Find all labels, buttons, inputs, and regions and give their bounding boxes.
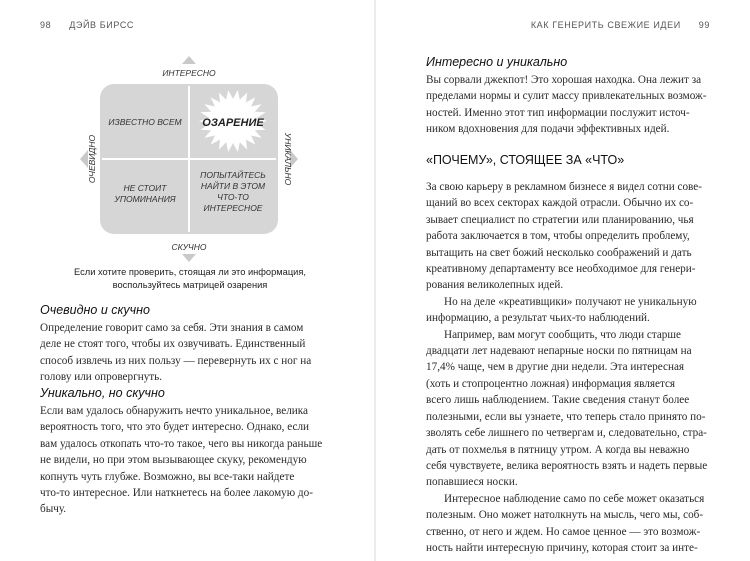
section-interesting-unique [426, 55, 716, 138]
section-why-behind-what [426, 153, 716, 556]
text-line: вероятность того, что это будет интересно. Однако, если [40, 421, 310, 434]
axis-label-bottom: СКУЧНО [171, 242, 207, 252]
text-line: всего лишь наблюдением. Такие сведения станут более [426, 394, 690, 407]
text-line: полезным. Оно может натолкнуть на мысль, чего мы, соб- [426, 509, 704, 522]
axis-label-top: ИНТЕРЕСНО [162, 68, 216, 78]
text-line: рования великолепных идей. [426, 279, 564, 292]
section-body [426, 72, 716, 138]
text-line: пределами нормы и сулит массу привлекательных возмож- [426, 90, 707, 103]
paragraph-3 [426, 327, 716, 491]
text-line: себя чувствуете, велика вероятность взять и надеть первые [426, 459, 708, 472]
text-line: ственно, от него и ждем. Но самое ценное — это возмож- [426, 525, 701, 538]
caption-line: Если хотите проверить, стоящая ли это информация, [74, 267, 306, 277]
text-line: щаний во всех секторах каждой отрасли. Обычно их со- [426, 197, 694, 210]
text-line: ность найти интересную причину, которая стоит за инте- [426, 541, 698, 554]
axis-label-right: УНИКАЛЬНО [283, 132, 293, 186]
left-page-number: 98 [40, 20, 52, 30]
text-line: полезными, если вы узнаете, что теперь стало принято по- [426, 410, 706, 423]
paragraph-2 [426, 294, 716, 327]
section-heading: Интересно и уникально [426, 55, 568, 69]
text-line: (хоть и стопроцентно ложная) информация является [426, 377, 676, 390]
cell-bottom-left-line2: УПОМИНАНИЯ [114, 194, 176, 204]
right-page [376, 0, 750, 561]
paragraph-1 [426, 179, 716, 294]
right-page-number: 99 [698, 20, 710, 30]
text-line: бычу. [40, 503, 67, 516]
section-heading: Очевидно и скучно [40, 303, 150, 317]
cell-bottom-right-line3: ЧТО-ТО [217, 192, 249, 202]
section-unique-boring [40, 386, 340, 518]
axis-label-left: ОЧЕВИДНО [87, 134, 97, 184]
text-line: ником вдохновения для подачи эффективных идей. [426, 123, 670, 136]
section-body [40, 320, 340, 386]
text-line: двадцати лет надевают непарные носки по пятницам на [426, 345, 692, 358]
section-body [40, 403, 340, 518]
section-heading: «ПОЧЕМУ», СТОЯЩЕЕ ЗА «ЧТО» [426, 153, 625, 167]
text-line: зывает специалист по стратегии или планированию, чья [426, 213, 694, 226]
right-header-title: КАК ГЕНЕРИТЬ СВЕЖИЕ ИДЕИ [530, 20, 681, 30]
text-line: информацию, а результат чьих-то наблюдений. [426, 312, 650, 325]
text-line: Например, вам могут сообщить, что люди старше [444, 328, 681, 341]
text-line: копнуть чуть глубже. Возможно, вы все-таки найдете [40, 470, 295, 483]
text-line: не видели, но при этом вызывающее скуку, рекомендую [40, 454, 307, 467]
text-line: Вы сорвали джекпот! Это хорошая находка. Она лежит за [426, 74, 702, 86]
left-page [0, 0, 374, 561]
paragraph-4 [426, 491, 716, 557]
text-line: дать от похмелья в пятницу утром. А когда вы неважно [426, 443, 690, 456]
text-line: За свою карьеру в рекламном бизнесе я видел сотни сове- [426, 181, 702, 193]
arrow-up-icon [182, 56, 196, 64]
text-line: что-то интересное. Или наткнетесь на более лакомую до- [40, 487, 313, 500]
text-line: Интересное наблюдение само по себе может оказаться [444, 492, 705, 505]
text-line: работа заключается в том, чтобы определить проблему, [426, 230, 690, 243]
text-line: голову или опровергнуть. [40, 371, 163, 384]
figure-caption [40, 266, 340, 292]
caption-line: воспользуйтесь матрицей озарения [112, 280, 268, 290]
arrow-down-icon [182, 254, 196, 262]
cell-bottom-left-line1: НЕ СТОИТ [123, 183, 167, 193]
text-line: 17,4% чаще, чем в другие дни недели. Эта интересная [426, 361, 685, 374]
text-line: зволять себе лишнего по четвергам и, следовательно, стра- [426, 427, 707, 440]
text-line: деле не стоят того, чтобы их озвучивать. Единственный [40, 338, 306, 351]
cell-top-left: ИЗВЕСТНО ВСЕМ [108, 117, 182, 127]
cell-bottom-right-line2: НАЙТИ В ЭТОМ [200, 181, 266, 191]
left-header-title: ДЭЙВ БИРСС [69, 20, 135, 30]
cell-bottom-right-line4: ИНТЕРЕСНОЕ [203, 203, 263, 213]
text-line: креативному департаменту все необходимое для генери- [426, 263, 696, 276]
text-line: Если вам удалось обнаружить нечто уникальное, велика [40, 405, 309, 417]
text-line: попавшиеся носки. [426, 476, 518, 489]
text-line: способ извлечь из них пользу — перевернуть их с ног на [40, 354, 312, 367]
right-running-header [531, 20, 710, 30]
text-line: Определение говорит само за себя. Эти знания в самом [40, 322, 304, 334]
text-line: вытащить на свет божий несколько соображений и дать [426, 246, 692, 259]
cell-bottom-right-line1: ПОПЫТАЙТЕСЬ [200, 170, 266, 180]
cell-top-right: ОЗАРЕНИЕ [202, 117, 264, 129]
text-line: вам удалось откопать что-то такое, чего вы никогда раньше [40, 437, 323, 450]
insight-matrix-diagram [0, 0, 374, 300]
section-heading: Уникально, но скучно [40, 386, 165, 400]
text-line: Но на деле «креативщики» получают не уникальную [444, 295, 697, 308]
text-line: ностей. Именно этот тип информации послужит источ- [426, 106, 690, 119]
section-obvious-boring [40, 303, 340, 386]
